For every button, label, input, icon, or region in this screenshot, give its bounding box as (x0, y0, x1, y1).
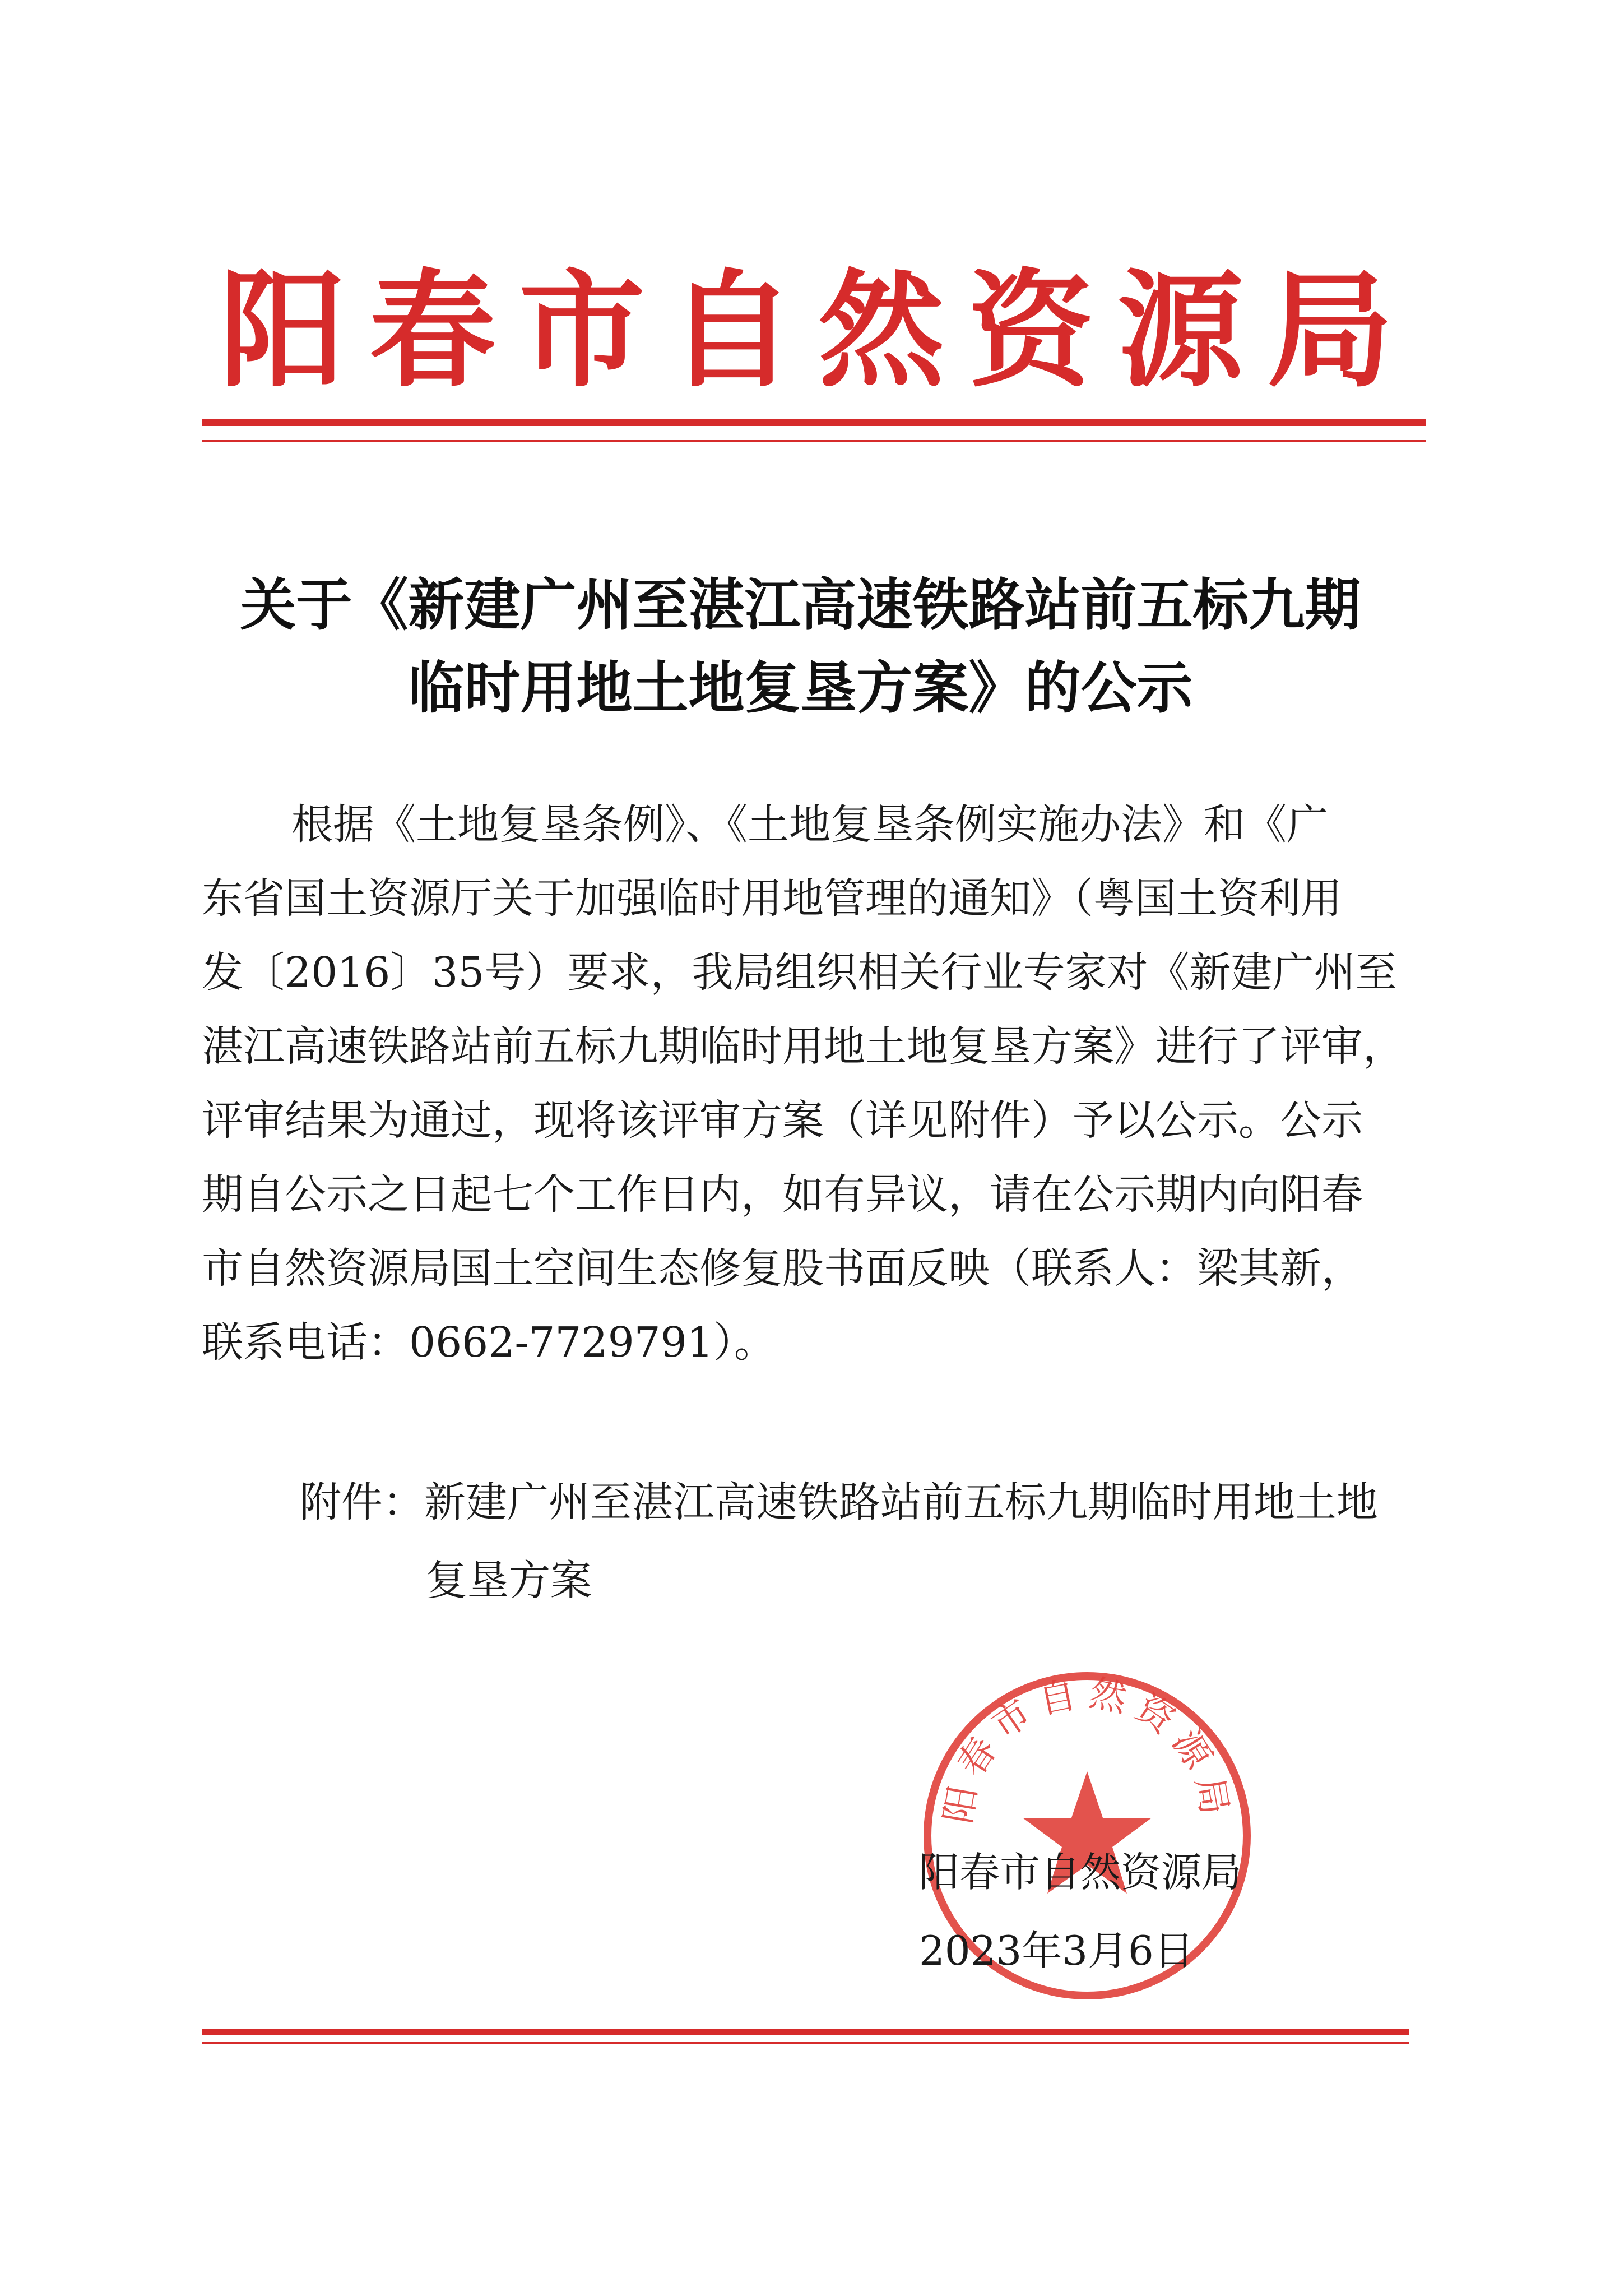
attachment-line-2: 复垦方案 (426, 1557, 592, 1605)
body-line: 湛江高速铁路站前五标九期临时用地土地复垦方案》进行了评审， (202, 1022, 1404, 1071)
footer-divider-thin (202, 2042, 1409, 2044)
body-line: 市自然资源局国土空间生态修复股书面反映（联系人：梁其新， (202, 1244, 1363, 1293)
body-line: 东省国土资源厅关于加强临时用地管理的通知》（粤国土资利用 (202, 874, 1342, 923)
letterhead-org-name: 阳春市自然资源局 (220, 257, 1417, 405)
letterhead-divider-thin (202, 440, 1426, 442)
signature-org: 阳春市自然资源局 (919, 1849, 1242, 1896)
svg-text:阳春市自然资源局: 阳春市自然资源局 (936, 1671, 1238, 1827)
body-line: 期自公示之日起七个工作日内，如有异议，请在公示期内向阳春 (202, 1170, 1363, 1219)
title-line-1: 关于《新建广州至湛江高速铁路站前五标九期 (240, 572, 1361, 638)
body-line: 联系电话：0662-7729791）。 (202, 1318, 776, 1367)
body-paragraph (202, 788, 1423, 1380)
footer-divider-thick (202, 2029, 1409, 2035)
document-title (168, 563, 1433, 729)
body-line: 发〔2016〕35号）要求，我局组织相关行业专家对《新建广州至 (202, 948, 1397, 997)
title-line-2: 临时用地土地复垦方案》的公示 (408, 655, 1193, 721)
attachment-line-1: 附件：新建广州至湛江高速铁路站前五标九期临时用地土地 (300, 1478, 1378, 1526)
letterhead-divider-thick (202, 419, 1426, 426)
signature-date: 2023年3月6日 (919, 1927, 1194, 1974)
signature-block (919, 1833, 1311, 1990)
body-line: 根据《土地复垦条例》、《土地复垦条例实施办法》和《广 (291, 800, 1328, 849)
attachment-note (300, 1463, 1432, 1620)
body-line: 评审结果为通过，现将该评审方案（详见附件）予以公示。公示 (202, 1096, 1363, 1145)
